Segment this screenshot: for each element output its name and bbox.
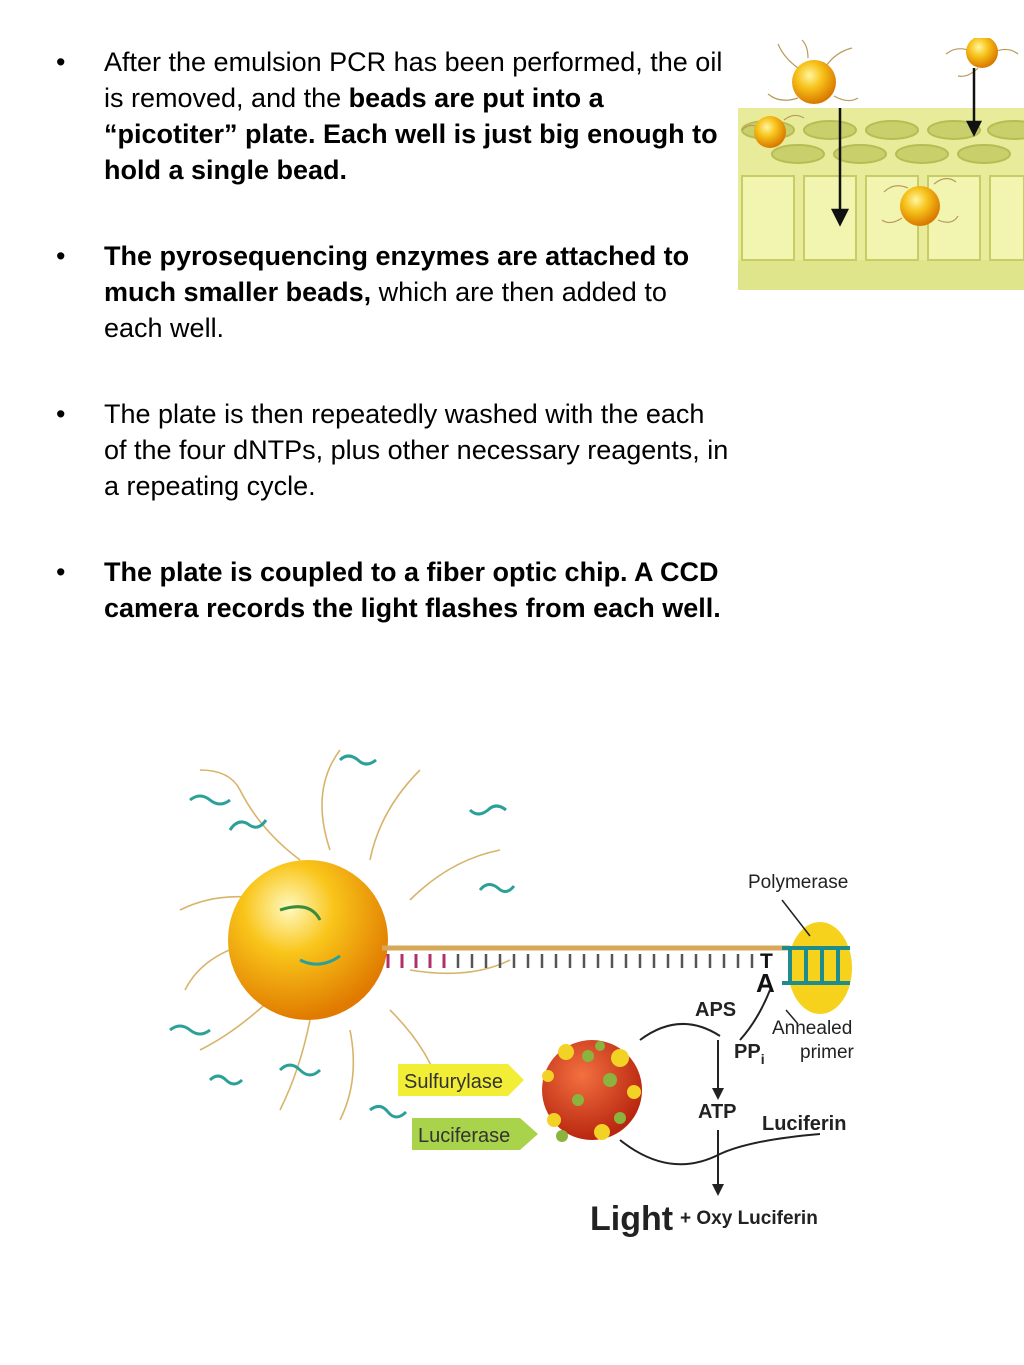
bullet-list	[52, 44, 732, 676]
aps-label: APS	[695, 999, 737, 1021]
ppi-subscript: i	[760, 1051, 765, 1067]
light-label: Light	[590, 1200, 674, 1238]
capture-bead	[228, 860, 388, 1020]
bullet-text-bold: The plate is coupled to a fiber optic chip. A CCD camera records the light flashes from each well.	[104, 557, 721, 623]
bead	[792, 60, 836, 104]
luciferin-label: Luciferin	[762, 1113, 847, 1135]
bullet-text-bold: beads are put into a “picotiter” plate. Each well is just big enough to hold a single bead.	[104, 83, 718, 185]
bead	[754, 116, 786, 148]
bead	[900, 186, 940, 226]
picotiter-plate-illustration	[738, 38, 1024, 290]
atp-label: ATP	[698, 1101, 737, 1123]
bullet-marker: •	[56, 47, 66, 77]
bullet-marker: •	[56, 557, 66, 587]
bullet-text: The plate is then repeatedly washed with the each of the four dNTPs, plus other necessary reagents, in a repeating cycle.	[104, 399, 729, 501]
bullet-item	[52, 554, 732, 626]
bullet-item	[52, 44, 732, 188]
bullet-marker: •	[56, 399, 66, 429]
pyrosequencing-diagram	[150, 740, 885, 1250]
bullet-marker: •	[56, 241, 66, 271]
ppi-label	[734, 1041, 765, 1067]
ppi-main: PP	[734, 1041, 761, 1063]
base-t-label: T	[760, 950, 773, 973]
bullet-text: which are then added to each well.	[104, 277, 667, 343]
base-a-label: A	[756, 968, 775, 998]
bullet-text-bold: The pyrosequencing enzymes are attached to much smaller beads,	[104, 241, 690, 307]
bullet-item	[52, 238, 732, 346]
bullet-item	[52, 396, 732, 504]
annealed-label: Annealed	[772, 1018, 853, 1039]
sulfurylase-label: Sulfurylase	[404, 1071, 503, 1093]
bullet-text: After the emulsion PCR has been performed, the oil is removed, and the	[104, 47, 723, 113]
oxy-luciferin-label: + Oxy Luciferin	[680, 1208, 818, 1229]
luciferase-label: Luciferase	[418, 1125, 511, 1147]
primer-label: primer	[800, 1042, 854, 1063]
polymerase-label: Polymerase	[748, 872, 849, 893]
